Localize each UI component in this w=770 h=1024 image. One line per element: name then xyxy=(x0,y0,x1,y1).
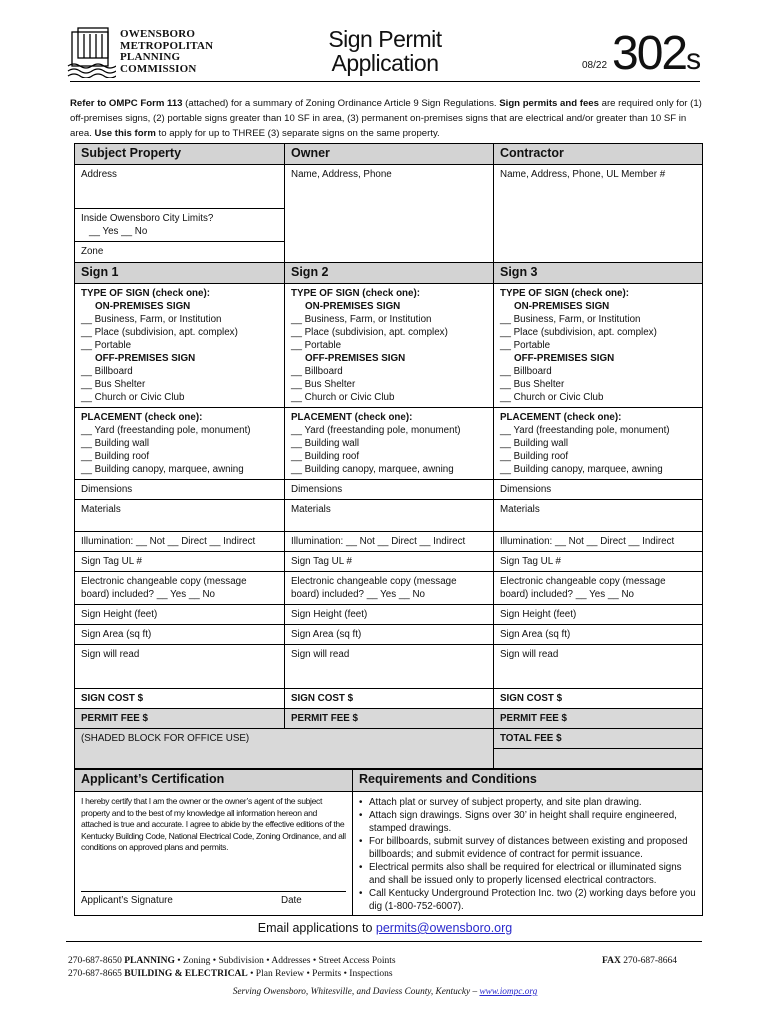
sign-will-read-field[interactable]: Sign will read xyxy=(494,645,703,689)
sign-type-cell[interactable] xyxy=(285,284,494,408)
sign-3-header: Sign 3 xyxy=(494,263,703,284)
sign-tag-field[interactable]: Sign Tag UL # xyxy=(75,552,285,572)
option-bus-shelter[interactable]: __ Bus Shelter xyxy=(500,379,565,390)
sign-area-field[interactable]: Sign Area (sq ft) xyxy=(285,625,494,645)
option-portable[interactable]: __ Portable xyxy=(500,340,551,351)
dimensions-field[interactable]: Dimensions xyxy=(75,480,285,500)
sign-area-field[interactable]: Sign Area (sq ft) xyxy=(494,625,703,645)
total-fee-value xyxy=(494,749,703,769)
email-link[interactable]: permits@owensboro.org xyxy=(375,921,513,935)
intro-ref-bold: Refer to OMPC Form 113 xyxy=(70,98,183,109)
option-business[interactable]: __ Business, Farm, or Institution xyxy=(291,314,432,325)
electronic-copy-field[interactable] xyxy=(75,572,285,605)
address-field[interactable]: Address xyxy=(75,165,285,209)
illumination-field[interactable]: Illumination: __ Not __ Direct __ Indirect xyxy=(494,532,703,552)
option-business[interactable]: __ Business, Farm, or Institution xyxy=(81,314,222,325)
intro-permits-bold: Sign permits and fees xyxy=(499,98,599,109)
sign-1-header: Sign 1 xyxy=(75,263,285,284)
office-use-note: (SHADED BLOCK FOR OFFICE USE) xyxy=(75,729,494,749)
sign-tag-field[interactable]: Sign Tag UL # xyxy=(494,552,703,572)
type-heading: TYPE OF SIGN (check one): xyxy=(500,288,630,299)
electronic-copy-line-1: Electronic changeable copy (message xyxy=(81,576,247,587)
placement-heading: PLACEMENT (check one): xyxy=(500,412,622,423)
dimensions-field[interactable]: Dimensions xyxy=(285,480,494,500)
dimensions-field[interactable]: Dimensions xyxy=(494,480,703,500)
city-limits-yes-no[interactable]: __ Yes __ No xyxy=(89,226,148,237)
option-place[interactable]: __ Place (subdivision, apt. complex) xyxy=(291,327,448,338)
planning-phone: 270-687-8650 xyxy=(68,956,125,966)
electronic-copy-line-2[interactable]: board) included? __ Yes __ No xyxy=(291,589,425,600)
contractor-header: Contractor xyxy=(494,144,703,165)
option-roof[interactable]: __ Building roof xyxy=(500,451,569,462)
email-prefix: Email applications to xyxy=(257,921,376,935)
certification-header: Applicant’s Certification xyxy=(75,770,353,792)
revision-date: 08/22 xyxy=(582,60,608,71)
website-link[interactable]: www.iompc.org xyxy=(479,987,538,997)
subject-property-header: Subject Property xyxy=(75,144,285,165)
option-canopy[interactable]: __ Building canopy, marquee, awning xyxy=(500,464,663,475)
option-wall[interactable]: __ Building wall xyxy=(81,438,150,449)
off-premises-label: OFF-PREMISES SIGN xyxy=(95,353,196,364)
requirements-list xyxy=(357,796,696,913)
fax-number: 270-687-8664 xyxy=(620,956,678,966)
option-wall[interactable]: __ Building wall xyxy=(291,438,360,449)
zone-field[interactable]: Zone xyxy=(75,242,285,263)
footer-fax xyxy=(602,954,677,968)
electronic-copy-line-2[interactable]: board) included? __ Yes __ No xyxy=(81,589,215,600)
intro-use-bold: Use this form xyxy=(94,128,156,139)
placement-cell[interactable] xyxy=(285,408,494,480)
option-place[interactable]: __ Place (subdivision, apt. complex) xyxy=(500,327,657,338)
electronic-copy-field[interactable] xyxy=(285,572,494,605)
permit-fee-field: PERMIT FEE $ xyxy=(494,709,703,729)
off-premises-label: OFF-PREMISES SIGN xyxy=(514,353,615,364)
electronic-copy-field[interactable] xyxy=(494,572,703,605)
intro-ref-text: (attached) for a summary of Zoning Ordinance Article 9 Sign Regulations. xyxy=(182,98,500,109)
placement-heading: PLACEMENT (check one): xyxy=(291,412,413,423)
footer-serving xyxy=(0,985,770,999)
option-wall[interactable]: __ Building wall xyxy=(500,438,569,449)
email-line xyxy=(0,921,770,935)
org-line: PLANNING xyxy=(120,51,181,63)
option-portable[interactable]: __ Portable xyxy=(81,340,132,351)
serving-text: Serving Owensboro, Whitesville, and Daviess County, Kentucky – xyxy=(232,987,480,997)
placement-heading: PLACEMENT (check one): xyxy=(81,412,203,423)
option-canopy[interactable]: __ Building canopy, marquee, awning xyxy=(291,464,454,475)
org-name xyxy=(120,29,260,75)
certification-text: I hereby certify that I am the owner or the owner’s agent of the subject property and to the best of my knowledge all information hereon and attached is true and accurate. I agree to abide by the effective editions of the Kentucky Building Code, National Electrical Code, Zoning Ordinance, and all conditions on approved plans and permits. xyxy=(81,796,346,852)
footer-planning xyxy=(68,954,396,968)
ompc-logo xyxy=(66,26,116,78)
option-bus-shelter[interactable]: __ Bus Shelter xyxy=(291,379,356,390)
planning-label: PLANNING xyxy=(124,956,175,966)
city-limits-field[interactable] xyxy=(75,209,285,242)
sign-height-field[interactable]: Sign Height (feet) xyxy=(285,605,494,625)
city-limits-question: Inside Owensboro City Limits? xyxy=(81,213,214,224)
sign-2-header: Sign 2 xyxy=(285,263,494,284)
owner-header: Owner xyxy=(285,144,494,165)
date-label: Date xyxy=(281,895,302,906)
sign-type-cell[interactable] xyxy=(494,284,703,408)
illumination-field[interactable]: Illumination: __ Not __ Direct __ Indirect xyxy=(75,532,285,552)
materials-field[interactable]: Materials xyxy=(285,500,494,532)
electronic-copy-line-1: Electronic changeable copy (message xyxy=(500,576,666,587)
building-label: BUILDING & ELECTRICAL xyxy=(124,969,248,979)
building-phone: 270-687-8665 xyxy=(68,969,125,979)
option-church[interactable]: __ Church or Civic Club xyxy=(81,392,185,403)
on-premises-label: ON-PREMISES SIGN xyxy=(95,301,191,312)
permit-fee-field: PERMIT FEE $ xyxy=(285,709,494,729)
option-yard[interactable]: __ Yard (freestanding pole, monument) xyxy=(81,425,251,436)
intro-permits-text: are required only for (1) off-premises signs, (2) portable signs greater than 10 SF in area, (3) permanent on-premises signs that are electrical and/or greater than 10 SF in area. xyxy=(70,98,702,139)
option-church[interactable]: __ Church or Civic Club xyxy=(500,392,604,403)
option-yard[interactable]: __ Yard (freestanding pole, monument) xyxy=(500,425,670,436)
certification-grid xyxy=(74,769,703,916)
placement-row xyxy=(75,408,703,480)
placement-cell[interactable] xyxy=(75,408,285,480)
option-yard[interactable]: __ Yard (freestanding pole, monument) xyxy=(291,425,461,436)
header-rule xyxy=(70,81,700,82)
sign-height-field[interactable]: Sign Height (feet) xyxy=(75,605,285,625)
fax-label: FAX xyxy=(602,956,621,966)
requirement-item: • Electrical permits also shall be required for electrical or illuminated signs and shall be issued only to properly licensed electrical contractors. xyxy=(357,861,696,887)
option-bus-shelter[interactable]: __ Bus Shelter xyxy=(81,379,146,390)
sign-type-cell[interactable] xyxy=(75,284,285,408)
materials-field[interactable]: Materials xyxy=(494,500,703,532)
illumination-field[interactable]: Illumination: __ Not __ Direct __ Indirect xyxy=(285,532,494,552)
form-number-suffix: s xyxy=(686,43,702,76)
form-number xyxy=(612,27,702,84)
option-billboard[interactable]: __ Billboard xyxy=(500,366,552,377)
sign-will-read-field[interactable]: Sign will read xyxy=(285,645,494,689)
sign-will-read-field[interactable]: Sign will read xyxy=(75,645,285,689)
option-roof[interactable]: __ Building roof xyxy=(81,451,150,462)
footer-building xyxy=(68,967,393,981)
requirement-item: • Attach sign drawings. Signs over 30’ in height shall require engineered, stamped drawings. xyxy=(357,809,696,835)
intro-use-text: to apply for up to THREE (3) separate signs on the same property. xyxy=(155,128,440,139)
option-billboard[interactable]: __ Billboard xyxy=(81,366,133,377)
option-church[interactable]: __ Church or Civic Club xyxy=(291,392,395,403)
electronic-copy-line-2[interactable]: board) included? __ Yes __ No xyxy=(500,589,634,600)
materials-field[interactable]: Materials xyxy=(75,500,285,532)
planning-items: • Zoning • Subdivision • Addresses • Street Access Points xyxy=(174,956,396,966)
option-canopy[interactable]: __ Building canopy, marquee, awning xyxy=(81,464,244,475)
office-use-block xyxy=(75,749,494,769)
type-heading: TYPE OF SIGN (check one): xyxy=(81,288,211,299)
requirements-cell xyxy=(353,792,703,916)
requirements-header: Requirements and Conditions xyxy=(353,770,703,792)
title-line-1: Sign Permit xyxy=(328,26,442,52)
building-items: • Plan Review • Permits • Inspections xyxy=(247,969,393,979)
permit-fee-field: PERMIT FEE $ xyxy=(75,709,285,729)
requirement-item: • Call Kentucky Underground Protection Inc. two (2) working days before you dig (1-800-752-6007). xyxy=(357,887,696,913)
org-line: OWENSBORO xyxy=(120,28,196,40)
electronic-copy-line-1: Electronic changeable copy (message xyxy=(291,576,457,587)
option-place[interactable]: __ Place (subdivision, apt. complex) xyxy=(81,327,238,338)
sign-cost-field[interactable]: SIGN COST $ xyxy=(494,689,703,709)
on-premises-label: ON-PREMISES SIGN xyxy=(514,301,610,312)
off-premises-label: OFF-PREMISES SIGN xyxy=(305,353,406,364)
form-number-digits: 302 xyxy=(612,27,687,80)
org-line: COMMISSION xyxy=(120,62,197,75)
permit-form-grid xyxy=(74,143,703,769)
total-fee-field: TOTAL FEE $ xyxy=(494,729,703,749)
signature-line[interactable] xyxy=(81,891,346,892)
placement-cell[interactable] xyxy=(494,408,703,480)
form-title xyxy=(310,27,460,75)
on-premises-label: ON-PREMISES SIGN xyxy=(305,301,401,312)
intro-text xyxy=(70,96,702,141)
sign-type-row xyxy=(75,284,703,408)
sign-area-field[interactable]: Sign Area (sq ft) xyxy=(75,625,285,645)
option-roof[interactable]: __ Building roof xyxy=(291,451,360,462)
requirement-item: • For billboards, submit survey of distances between existing and proposed billboards; and submit evidence of contract for permit issuance. xyxy=(357,835,696,861)
option-portable[interactable]: __ Portable xyxy=(291,340,342,351)
sign-height-field[interactable]: Sign Height (feet) xyxy=(494,605,703,625)
certification-cell xyxy=(75,792,353,916)
title-line-2: Application xyxy=(331,50,439,76)
contractor-info-field[interactable]: Name, Address, Phone, UL Member # xyxy=(494,165,703,263)
owner-info-field[interactable]: Name, Address, Phone xyxy=(285,165,494,263)
sign-cost-field[interactable]: SIGN COST $ xyxy=(75,689,285,709)
option-billboard[interactable]: __ Billboard xyxy=(291,366,343,377)
ompc-logo-icon xyxy=(66,26,116,78)
signature-label: Applicant’s Signature xyxy=(81,895,173,906)
option-business[interactable]: __ Business, Farm, or Institution xyxy=(500,314,641,325)
sign-tag-field[interactable]: Sign Tag UL # xyxy=(285,552,494,572)
type-heading: TYPE OF SIGN (check one): xyxy=(291,288,421,299)
requirement-item: • Attach plat or survey of subject property, and site plan drawing. xyxy=(357,796,696,809)
footer-rule xyxy=(66,941,702,942)
sign-cost-field[interactable]: SIGN COST $ xyxy=(285,689,494,709)
org-line: METROPOLITAN xyxy=(120,39,214,52)
